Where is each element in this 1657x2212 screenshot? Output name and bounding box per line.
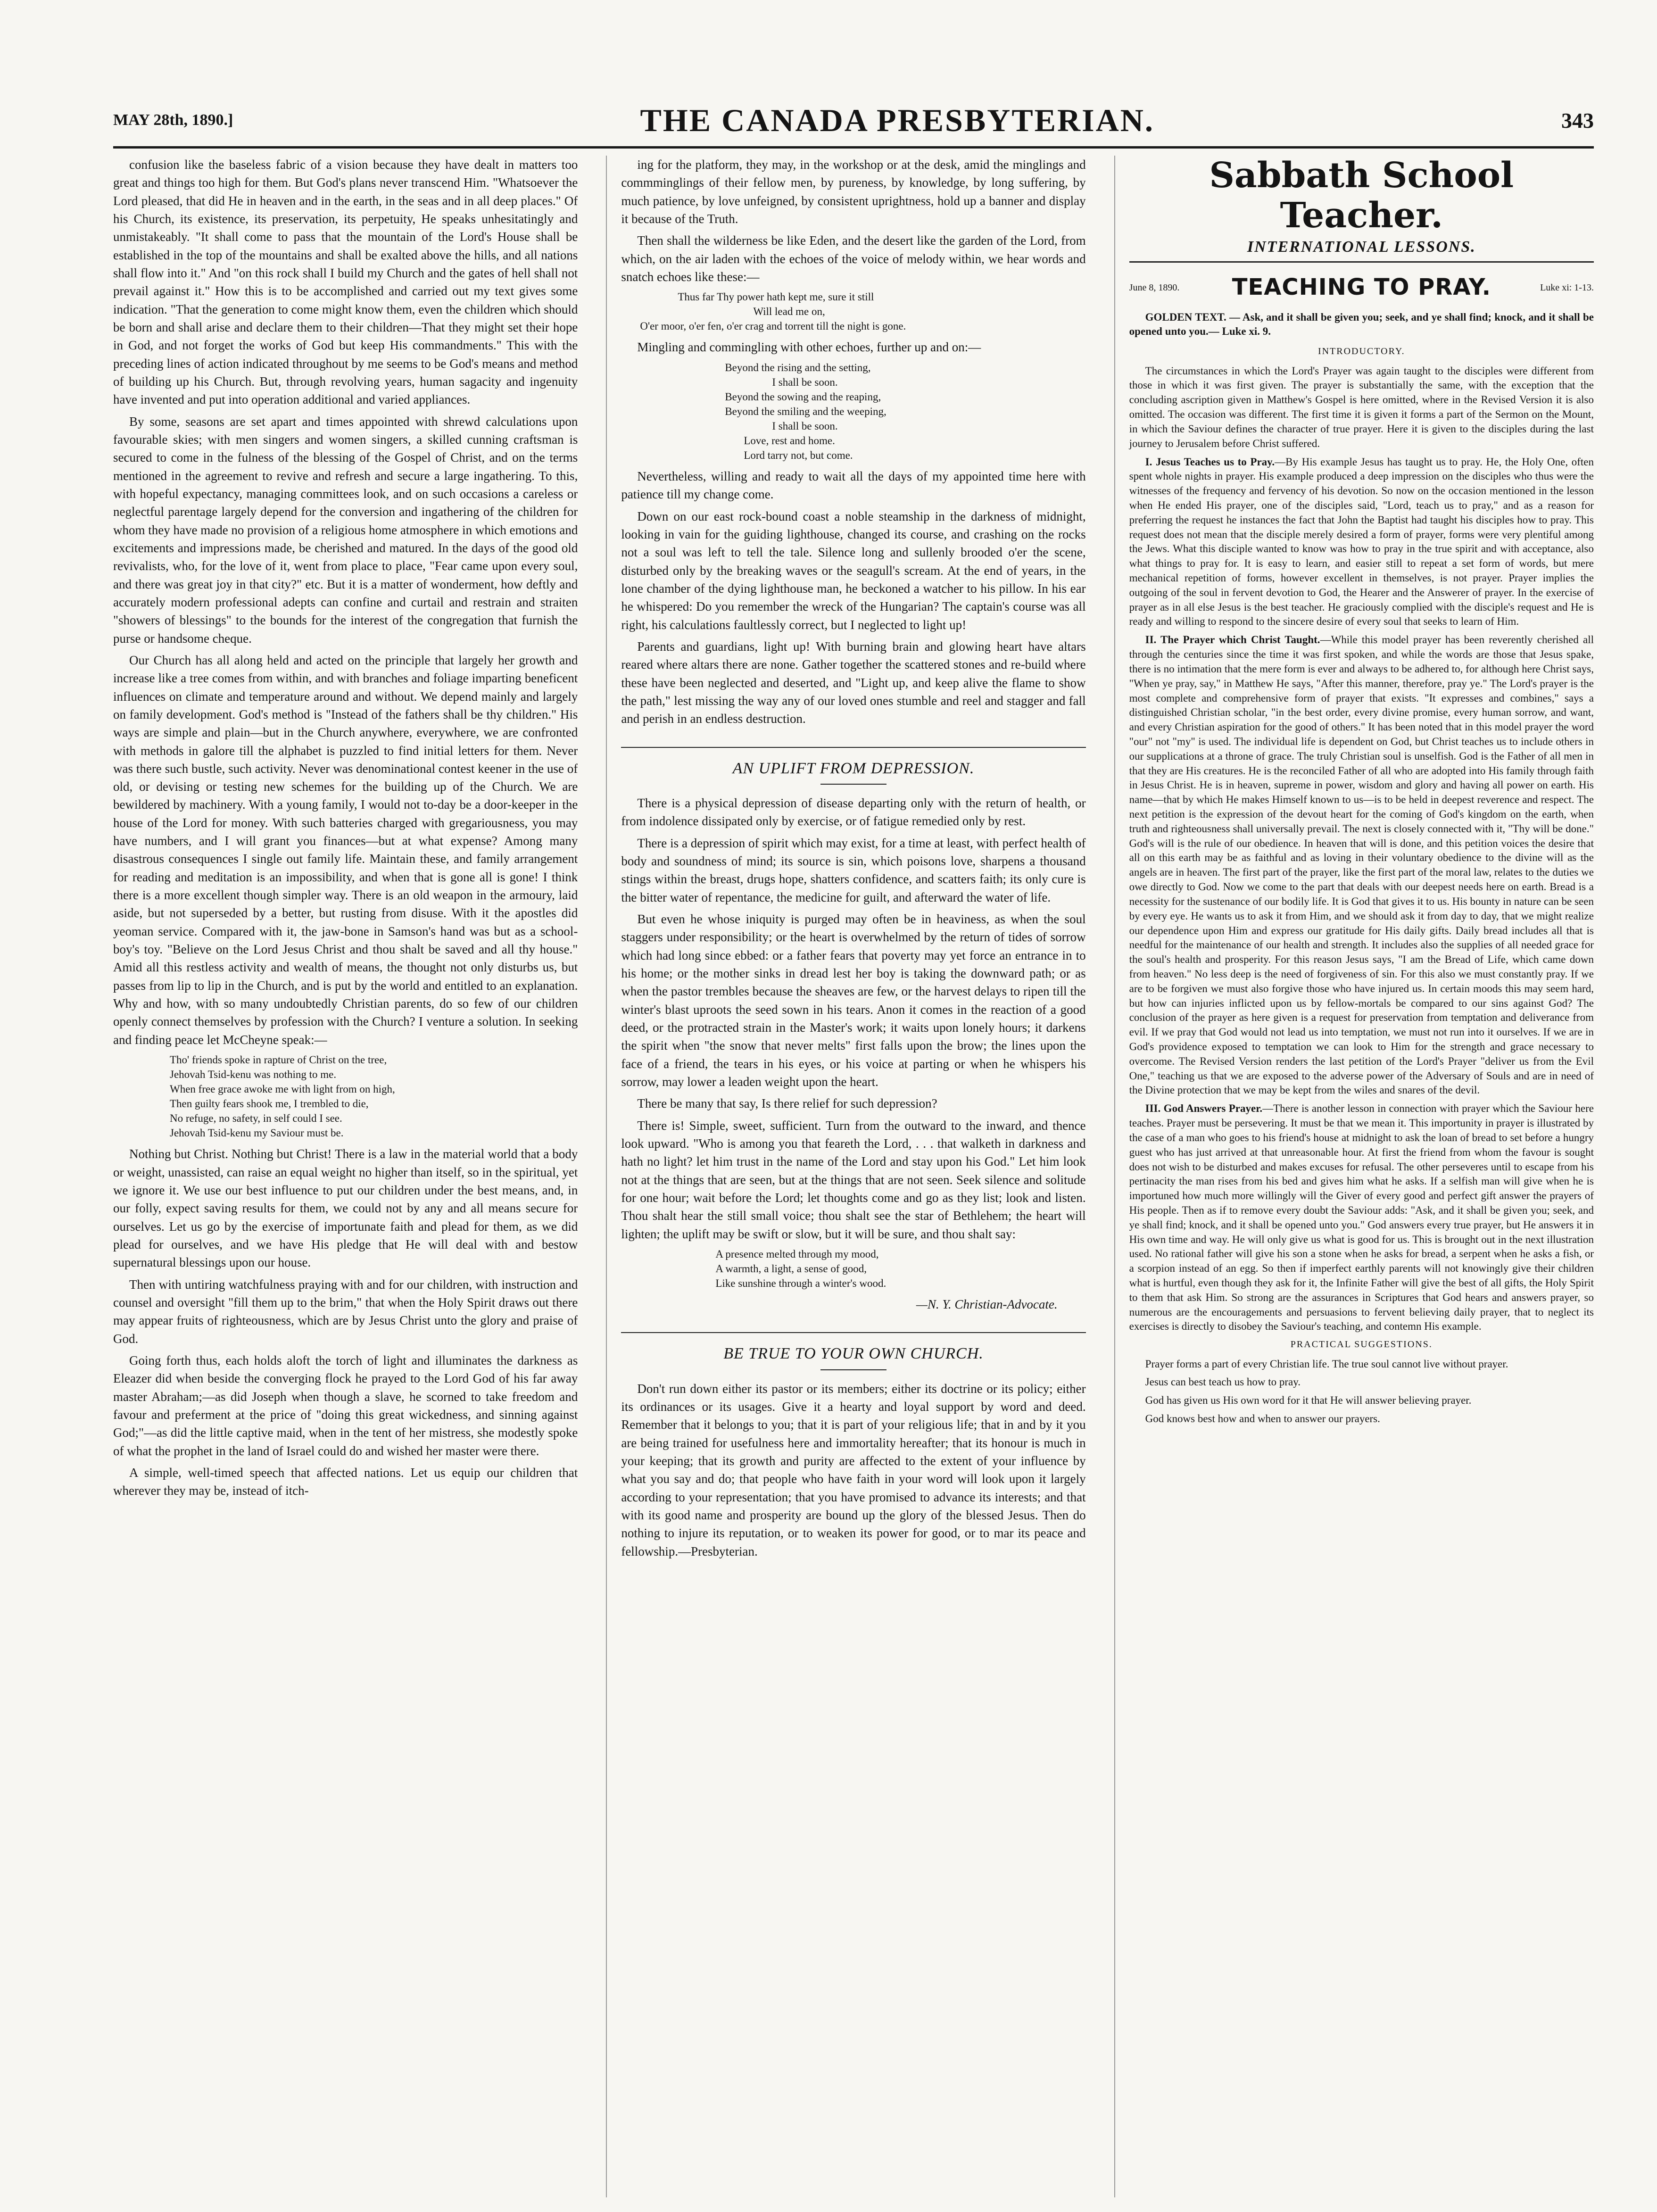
verse-line: Beyond the rising and the setting, xyxy=(725,361,871,373)
point-body: —By His example Jesus has taught us to pray. He, the Holy One, often spent whole nights in prayer. His example produced a deep impression on the disciples who thus were the witnesses of the frequency and fervency of his devotion. So now on the occasion mentioned in the lesson when He ended His prayer, one of the disciples said, "Lord, teach us to pray," and as a reason for preferring the request he instances the fact that John the Baptist had taught his disciples how to pray. This request does not mean that the disciple merely desired a form of prayer, forms were very plentiful among the Jews. What this disciple wanted to know was how to pray in the true spirit and with acceptance, also what things to pray for. It is easy to learn, and easier still to repeat a set form of words, but mere mechanical repetition of forms, however excellent in themselves, is not prayer. Prayer implies the outgoing of the soul in fervent devotion to God, the Hearer and the Answerer of prayer. In the exercise of prayer as in all else Jesus is the best teacher. He graciously complied with the disciple's request and He is ready and willing to respond to the sincere desire of every soul that seeks to learn of Him. xyxy=(1129,456,1594,628)
poem-excerpt xyxy=(725,360,1085,463)
verse-line: When free grace awoke me with light from on high, xyxy=(170,1083,395,1095)
paragraph: God has given us His own word for it that He will answer believing prayer. xyxy=(1145,1394,1472,1407)
verse-line: Jehovah Tsid-kenu was nothing to me. xyxy=(170,1069,337,1081)
verse-line: Lord tarry not, but come. xyxy=(744,449,853,462)
article-title: AN UPLIFT FROM DEPRESSION. xyxy=(621,747,1085,780)
paragraph: Nevertheless, willing and ready to wait all the days of my appointed time here with patience till my change come. xyxy=(621,469,1086,502)
golden-text: GOLDEN TEXT. — Ask, and it shall be given you; seek, and ye shall find; knock, and it shall be opened unto you.— Luke xi. 9. xyxy=(1129,311,1594,338)
paragraph: But even he whose iniquity is purged may often be in heaviness, as when the soul staggers under responsibility; or the heart is overwhelmed by the return of tides of sorrow which had long since ebbed: or a father fears that poverty may yet force an entrance in to his home; or the mother sinks in dread lest her boy is taking the downward path; or as when the pastor trembles because the sheaves are few, or the harvest delays to ripen till the winter's blast uproots the seed sown in his tears. Anon it comes in the reaction of a good deed, or the protracted strain in the Master's work; it waits upon lonely hours; it darkens the spirit when "the snow that never melts" first falls upon the brow; the lines upon the face of a friend, the tears in his eyes, or his voice at parting or when he whispers his sorrow, may lower a leaden weight upon the heart. xyxy=(621,911,1086,1089)
verse-line: O'er moor, o'er fen, o'er crag and torrent till the night is gone. xyxy=(640,320,906,332)
point-body: —There is another lesson in connection with prayer which the Saviour here teaches. Prayer must be persevering. It must be that we mean it. This importunity in prayer is illustrated by the case of a man who goes to his friend's house at midnight to ask the loan of bread to set before a hungry guest who has just arrived at that unreasonable hour. At first the friend from whom the favour is sought does not wish to be disturbed and makes excuses for refusal. The other perseveres until to escape from his pertinacity the man rises from his bed and gives him what he asks. If a selfish man will give when he is importuned how much more willingly will the Giver of every good and perfect gift answer the prayers of His people. Then as if to remove every doubt the Saviour adds: "Ask, and it shall be given you; seek, and ye shall find; knock, and it shall be opened unto you." God answers every true prayer, but He answers it in His own time and way. He will only give us what is good for us. This is brought out in the next illustration used. No rational father will give his son a stone when he asks for bread, a serpent when he asks a fish, or a scorpion instead of an egg. So then if imperfect earthly parents will not knowingly give their children what is hurtful, even though they ask for it, the Infinite Father will give the best of all gifts, the Holy Spirit to them that ask Him. So strong are the assurances in Scriptures that God hears and answers prayer, so numerous are the encouragements and persuasions to fervent believing daily prayer, that to neglect its exercises is directly to disobey the Saviour's teaching, and contemn His example. xyxy=(1129,1102,1594,1333)
poem-excerpt xyxy=(715,1247,1085,1291)
article-columns xyxy=(113,156,1594,2197)
paragraph: Down on our east rock-bound coast a noble steamship in the darkness of midnight, looking in vain for the guiding lighthouse, changed its course, and crashing on the rocks not a soul was left to tell the tale. Silence long and sullenly brooded o'er the scene, disturbed only by the breaking waves or the seagull's scream. At the end of years, in the lone chamber of the dying lighthouse man, he beckoned a watcher to his pillow. In his ear he whispered: Do you remember the wreck of the Hungarian? The captain's course was all right, his calculations faultlessly correct, but I neglected to light up! xyxy=(621,509,1086,632)
article-title: BE TRUE TO YOUR OWN CHURCH. xyxy=(621,1332,1085,1365)
point-heading: II. The Prayer which Christ Taught. xyxy=(1145,634,1320,646)
verse-line: Beyond the smiling and the weeping, xyxy=(725,405,886,417)
column-2 xyxy=(606,156,1085,2197)
verse-line: Will lead me on, xyxy=(753,306,825,318)
paragraph: confusion like the baseless fabric of a vision because they have dealt in matters too great and things too high for them. But God's plans never transcend Him. "Whatsoever the Lord pleased, that did He in heaven and in the earth, in the seas and in all deep places." Of his Church, its existence, its preservation, its perpetuity, He speaks unhesitatingly and unmistakeably. "It shall come to pass that the mountain of the Lord's House shall be established in the top of the mountains and shall be exalted above the hills, and all nations shall flow into it." And "on this rock shall I build my Church and the gates of hell shall not prevail against it." How this is to be accomplished and carried out my text gives some indication. "That the generation to come might know them, even the children which should be born and shall arise and declare them to their children—That they might set their hope in God, and not forget the works of God but keep His commandments." This with the preceding lines of action indicated throughout by me seems to be God's means and method of building up his Church. But, through revolving years, human sagacity and ingenuity have invented and put into operation additional and varied appliances. xyxy=(113,157,578,407)
verse-line: No refuge, no safety, in self could I see. xyxy=(170,1112,342,1125)
verse-line: A warmth, a light, a sense of good, xyxy=(715,1262,867,1275)
paragraph: Our Church has all along held and acted on the principle that largely her growth and increase like a tree comes from within, and with branches and foliage imparting beneficent influences on climate and temperature around and without. We depend mainly and largely on family development. God's method is "Instead of the fathers shall be thy children." His ways are simple and plain—but in the Church anywhere, everywhere, we are confronted with methods in galore till the alphabet is puzzled to find initial letters for them. Never was there such bustle, such activity. Never was denominational contest keener in the use of old, or devising or testing new schemes for the building up of the Church. We are bewildered by machinery. With a young family, I would not to-day be a door-keeper in the house of the Lord for money. With such batteries charged with gregariousness, you may have numbers, and I will grant you finances—but at what expense? Among many disastrous consequences I single out family life. Maintain these, and family arrangement for reading and meditation is an impossibility, and when that is gone all is gone! I think there is a more excellent though simpler way. There is an old weapon in the armoury, laid aside, but not superseded by a better, but rusting from disuse. With it the apostles did yeoman service. Compared with it, the jaw-bone in Samson's hand was but as a school-boy's toy. "Believe on the Lord Jesus Christ and thou shalt be saved and all thy house." Amid all this restless activity and wealth of means, the thought not only disturbs us, but passes from lip to lip in the Church, and is put by the world and entitled to an explanation. Why and how, with so many undoubtedly Christian parents, do so few of our children openly connect themselves by profession with the Church? I venture a solution. In seeking and finding peace let McCheyne speak:— xyxy=(113,653,578,1047)
paragraph: ing for the platform, they may, in the workshop or at the desk, amid the minglings and commminglings of their fellow men, by pureness, by knowledge, by long suffering, by much patience, by love unfeigned, by consistent uprightness, hold up a banner and display it because of the Truth. xyxy=(621,157,1086,226)
verse-line: A presence melted through my mood, xyxy=(715,1248,879,1260)
verse-line: Then guilty fears shook me, I trembled to die, xyxy=(170,1098,369,1110)
paragraph: Don't run down either its pastor or its members; either its doctrine or its policy; either its ordinances or its usages. Give it a hearty and loyal support by word and deed. Remember that it belongs to you; that it is part of your religious life; that in and by it you are being trained for usefulness here and immortality hereafter; that its honour is much in your keeping; that its growth and purity are affected to the extent of your influence by what you say and do; that people who have faith in your word will look upon it largely according to your representation; that you have promised to advance its interests; and that with its good name and prosperity are bound up the glory of the blessed Jesus. Then do nothing to injure its reputation, or to weaken its power for good, or to mar its peace and fellowship.—Presbyterian. xyxy=(621,1381,1086,1558)
newspaper-title: THE CANADA PRESBYTERIAN. xyxy=(640,102,1154,138)
column-3 xyxy=(1114,156,1594,2197)
lesson-date: June 8, 1890. xyxy=(1129,282,1180,293)
lesson-reference: Luke xi: 1-13. xyxy=(1540,282,1594,293)
verse-line: Like sunshine through a winter's wood. xyxy=(715,1277,886,1289)
point-heading: III. God Answers Prayer. xyxy=(1145,1102,1263,1115)
paragraph xyxy=(1129,633,1594,1098)
paragraph xyxy=(1129,1102,1594,1334)
issue-date: MAY 28th, 1890.] xyxy=(113,111,233,129)
paragraph: Jesus can best teach us how to pray. xyxy=(1145,1376,1301,1388)
subsection-heading: INTRODUCTORY. xyxy=(1317,346,1405,357)
verse-line: Beyond the sowing and the reaping, xyxy=(725,390,881,403)
verse-line: I shall be soon. xyxy=(772,420,838,432)
paragraph: Parents and guardians, light up! With burning brain and glowing heart have altars reared where altars there are none. Gather together the scattered stones and re-build where these have been neglected and deserted, and "Light up, and keep alive the flame to show the path," lest missing the way any of our loved ones stumble and reel and stagger and fall and perish in an endless destruction. xyxy=(621,639,1086,726)
verse-line: Tho' friends spoke in rapture of Christ on the tree, xyxy=(170,1054,387,1066)
paragraph: Then with untiring watchfulness praying with and for our children, with instruction and counsel and oversight "fill them up to the brim," that when the Holy Spirit draws out there may appear fruits of righteousness, which are by Jesus Christ unto the glory and praise of God. xyxy=(113,1277,578,1346)
paragraph: There is a depression of spirit which may exist, for a time at least, with perfect health of body and soundness of mind; its source is sin, which poisons love, sharpens a thousand stings within the breast, drugs hope, shatters confidence, and scatters faith; its only cure is the bitter water of repentance, the medicine for guilt, and afterward the water of life. xyxy=(621,836,1086,904)
point-heading: I. Jesus Teaches us to Pray. xyxy=(1145,456,1275,468)
page-header xyxy=(113,94,1594,149)
paragraph: Nothing but Christ. Nothing but Christ! There is a law in the material world that a body or weight, unassisted, can raise an equal weight no higher than itself, so in the spiritual, yet we ignore it. We use our best influence to put our children under the best means, and, in our folly, expect saving results for them, we could not by any and all means secure for ourselves. Let us go by the exercise of importunate faith and plead for them, as we did plead for ourselves, and we have His pledge that He will deal with and bestow supernatural blessings upon our house. xyxy=(113,1147,578,1270)
paragraph: The circumstances in which the Lord's Prayer was again taught to the disciples were different from those in which it was first given. The prayer is substantially the same, with the exception that the concluding ascription given in Matthew's Gospel is here omitted, where in the Revised Version it is also omitted. The occasion was different. The first time it is given it forms a part of the Sermon on the Mount, in which the Saviour defines the character of true prayer. Here it is given to the disciples during the last journey to Jerusalem before Christ suffered. xyxy=(1129,365,1594,449)
paragraph: God knows best how and when to answer our prayers. xyxy=(1145,1413,1380,1425)
section-masthead: Sabbath School Teacher. xyxy=(1209,156,1514,236)
paragraph: Mingling and commingling with other echoes, further up and on:— xyxy=(637,340,981,355)
lesson-heading xyxy=(1129,271,1594,303)
verse-line: Thus far Thy power hath kept me, sure it still xyxy=(678,291,874,303)
paragraph: There is! Simple, sweet, sufficient. Turn from the outward to the inward, and thence look upward. "Who is among you that feareth the Lord, . . . that walketh in darkness and hath no light? let him trust in the name of the Lord and stay upon his God." Let him look not at the things that are seen, but at the things that are not seen. Seek silence and solitude for one hour; wait before the Lord; let thoughts come and go as they list; look and listen. Thou shalt hear the still small voice; thou shalt see the star of Bethlehem; the heart will lighten; the uplift may be swift or slow, but it will be sure, and thou shalt say: xyxy=(621,1118,1086,1241)
paragraph: Prayer forms a part of every Christian life. The true soul cannot live without prayer. xyxy=(1145,1358,1508,1370)
poem-mccheyne xyxy=(170,1052,578,1140)
subsection-heading: PRACTICAL SUGGESTIONS. xyxy=(1290,1339,1433,1350)
paragraph: Then shall the wilderness be like Eden, and the desert like the garden of the Lord, from which, on the air laden with the echoes of the voice of melody within, we hear words and snatch echoes like these:— xyxy=(621,233,1086,284)
lesson-title: TEACHING TO PRAY. xyxy=(1232,274,1491,301)
paragraph: Going forth thus, each holds aloft the torch of light and illuminates the darkness as Eleazer did when beside the converging flock he prayed to the Lord God of his far away master Abraham;—as did Joseph when though a slave, he scorned to take freedom and favour and preferment at the price of "doing this great wickedness, and sinning against God;"—as did the little captive maid, when in the tent of her mistress, she modestly spoke of what the prophet in the land of Israel could do and wished her master were there. xyxy=(113,1353,578,1458)
verse-line: I shall be soon. xyxy=(772,376,838,388)
divider xyxy=(820,1369,886,1370)
paragraph: By some, seasons are set apart and times appointed with shrewd calculations upon favourable skies; with men singers and women singers, a skilled cunning craftsman is secured to come in the fulness of the blessing of the Gospel of Christ, and on the terms mentioned in the agreement to revive and refresh and secure a large ingathering. To this, with hopeful expectancy, managing committees look, and on such occasions a careless or neglectful parentage largely depend for the conversion and ingathering of the children for whom they have made no provision of a religious home atmosphere in which emotions and excitements and impressions made, be cherished and matured. In the days of the good old revivalists, who, for the love of it, went from place to place, "Fear came upon every soul, and there was great joy in that city?" etc. But it is a matter of wonderment, how deftly and accurately modern professional adepts can confine and curtail and restrain and straiten "showers of blessings" to the bounds for the interest of the congregation that furnish the purse or handsome cheque. xyxy=(113,414,578,646)
paragraph: A simple, well-timed speech that affected nations. Let us equip our children that wherever they may be, instead of itch- xyxy=(113,1465,578,1498)
attribution: —N. Y. Christian-Advocate. xyxy=(916,1297,1058,1311)
paragraph xyxy=(1129,455,1594,630)
page-number: 343 xyxy=(1561,108,1594,133)
verse-line: Jehovah Tsid-kenu my Saviour must be. xyxy=(170,1127,344,1139)
paragraph: There be many that say, Is there relief for such depression? xyxy=(637,1096,937,1111)
section-subhead: INTERNATIONAL LESSONS. xyxy=(1129,236,1594,263)
divider xyxy=(820,784,886,785)
verse-line: Love, rest and home. xyxy=(744,435,835,447)
paragraph: There is a physical depression of disease departing only with the return of health, or from indolence dissipated only by exercise, or of fatigue remedied only by rest. xyxy=(621,795,1086,828)
poem-excerpt xyxy=(640,290,1085,333)
column-1 xyxy=(113,156,578,2197)
point-body: —While this model prayer has been reverently cherished all through the centuries since the time it was first spoken, and while the words are those that Jesus spake, there is no intimation that the mere form is ever and always to be adhered to, for although here Christ says, "When ye pray, say," in Matthew He says, "After this manner, therefore, pray ye." The Lord's prayer is the most complete and comprehensive form of prayer that exists. "It expresses and combines," says a distinguished Christian scholar, "in the best order, every divine promise, every human sorrow, and want, and every Christian aspiration for the good of others." It has been noted that in this model prayer the word "our" not "my" is used. The individual life is dependent on God, but Christ teaches us to include others in our supplications at a throne of grace. The truly Christian soul is unselfish. God is the Father of all men in that they are His creatures. He is the reconciled Father of all who are adopted into His family through faith in Jesus Christ. He is in heaven, supreme in power, wisdom and glory and having all power on earth. His name—that by which He makes Himself known to us—is to be held in deepest reverence and respect. The next petition is the expression of the devout heart for the coming of God's kingdom on the earth, when truth and righteousness shall universally prevail. The next is closely connected with it, "Thy will be done." God's will is the rule of our obedience. In heaven that will is done, and this petition voices the desire that all on this earth may be as faithful and as loving in their voluntary obedience to the divine will as the angels are in heaven. The first part of the prayer, like the first part of the moral law, relates to the duties we owe directly to God. Now we come to the part that deals with our deepest needs here on earth. Bread is a necessity for the sustenance of our bodily life. It is God that gives it to us. His bounty in nature can be seen by every eye. He wants us to ask it from Him, and we should ask it from day to day, that we might realize our dependence upon Him and express our gratitude for His daily gifts. Daily bread includes all that is needful for the maintenance of our health and strength. It includes also the supplies of all needed grace for the soul's health and prosperity. For this reason Jesus says, "I am the Bread of Life, which came down from heaven." No less deep is the need of forgiveness of sin. For this also we must constantly pray. If we are to be forgiven we must also forgive those who have injured us. In certain moods this may seem hard, but how can injuries inflicted upon us by fellow-mortals be compared to our sins against God? The conclusion of the prayer as here given is a request for preservation from temptation and deliverance from evil. If we pray that God would not lead us into temptation, we must not run into it ourselves. If we are in God's providence exposed to temptation we can look to Him for the strength and grace necessary to overcome. The Revised Version renders the last petition of the Lord's Prayer "deliver us from the Evil One," teaching us that we are exposed to the adverse power of the Adversary of Souls and are in need of the Divine protection that we may be kept from the wiles and snares of the devil. xyxy=(1129,634,1594,1096)
